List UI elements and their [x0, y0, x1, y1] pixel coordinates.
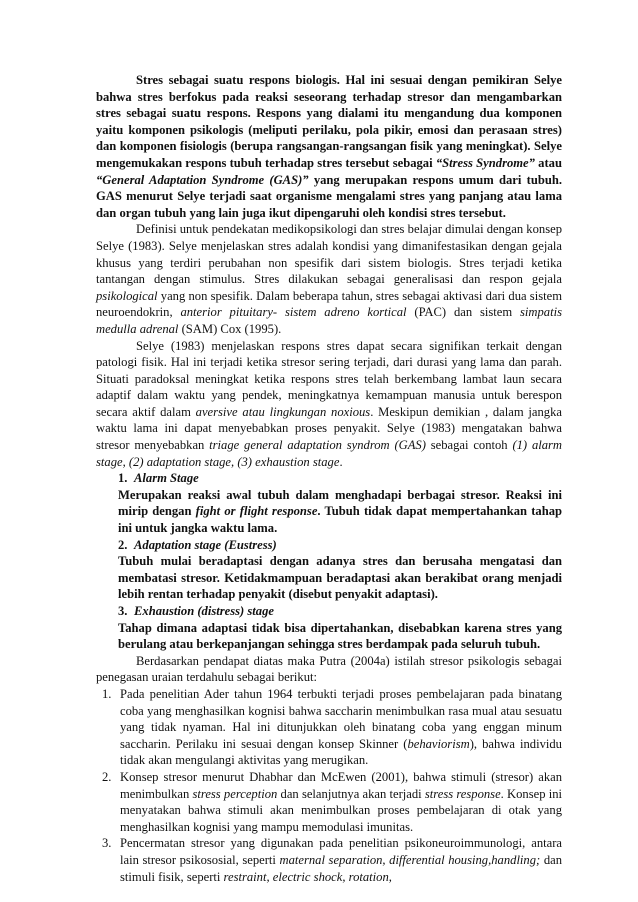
text-run: atau [534, 155, 562, 170]
italic-term: triage general adaptation syndrom (GAS) [209, 438, 426, 453]
text-run: sebagai contoh [425, 438, 513, 453]
list-text [120, 769, 562, 835]
italic-term: fight or flight response [195, 504, 318, 519]
list-text [120, 835, 562, 885]
text-run: . [339, 454, 343, 469]
paragraph-selye [96, 338, 562, 471]
italic-term: restraint, electric shock, rotation, [223, 869, 392, 884]
italic-term: behaviorism [407, 736, 470, 751]
italic-term: maternal separation, differential housing,handling; [279, 852, 541, 867]
text-run: Tubuh mulai beradaptasi dengan adanya stres dan berusaha mengatasi dan membatasi stresor. Ketidakmampuan beradaptasi akan berakibat orang menjadi lebih rentan terhadap penyakit (disebut penyakit adaptasi). [118, 554, 562, 602]
text-run: Tahap dimana adaptasi tidak bisa dipertahankan, disebabkan karena stres yang berulang atau berkepanjangan sehingga stres berdampak pada seluruh tubuh. [118, 620, 562, 652]
stage-heading [118, 537, 562, 554]
text-run: ), bahwa individu tidak akan mengulangi aktivitas yang merugikan. [120, 736, 562, 768]
italic-term: “Stress Syndrome” [435, 155, 535, 170]
text-run: Pencermatan stresor yang digunakan pada penelitian psikoneuroimmunologi, antara lain stresor psikososial, seperti [120, 836, 562, 867]
stage-section-2 [118, 537, 562, 603]
text-run: Definisi untuk pendekatan medikopsikologi dan stres belajar dimulai dengan konsep Selye (1983). Selye menjelaskan stres adalah kondisi yang dimanifestasikan dengan gejala khusus yang terdiri perubahan non spesifik dari sistem biologis. Stres terjadi ketika tantangan dengan stimulus. Stres dilakukan sebagai generalisasi dan respon gejala [96, 222, 562, 287]
text-run: . Meskipun demikian , dalam jangka waktu lama ini dapat menyebabkan proses penyakit. Selye (1983) mengatakan bahwa stresor menyebabkan [96, 404, 562, 453]
list-item [102, 686, 562, 769]
stage-number: 2. [118, 537, 128, 552]
stressor-list [96, 686, 562, 885]
list-item [102, 835, 562, 885]
list-item [102, 769, 562, 835]
document-page [96, 72, 562, 885]
italic-term: aversive atau lingkungan noxious [195, 404, 371, 419]
stage-section-1 [118, 470, 562, 536]
text-run: Merupakan reaksi awal tubuh dalam menghadapi berbagai stresor. Reaksi ini mirip dengan [118, 487, 562, 519]
stage-body [118, 487, 562, 537]
text-run: yang non spesifik. Dalam beberapa tahun, stres sebagai aktivasi dari dua sistem neuroendokrin, [96, 288, 562, 320]
list-number: 1. [102, 686, 112, 701]
stage-number: 3. [118, 604, 128, 618]
stage-title: Alarm Stage [134, 471, 199, 486]
stage-body [118, 620, 562, 653]
list-number: 2. [102, 769, 112, 784]
stage-section-3 [118, 603, 562, 653]
list-number: 3. [102, 836, 112, 851]
text-run: yang merupakan respons umum dari tubuh. GAS menurut Selye terjadi saat organisme mengalami stres yang panjang atau lama dan organ tubuh yang lain juga ikut dipengaruhi oleh kondisi stres tersebut. [96, 172, 562, 220]
paragraph-putra: Berdasarkan pendapat diatas maka Putra (2004a) istilah stresor psikologis sebagai penegasan uraian terdahulu sebagai berikut: [96, 653, 562, 685]
stage-body [118, 553, 562, 603]
text-run: Selye (1983) menjelaskan respons stres dapat secara signifikan terkait dengan patologi fisik. Hal ini terjadi ketika stresor sering terjadi, dari durasi yang lama dan parah. Situati paradoksal meningkat ketika respons stres telah berkembang lambat laun secara adaptif dalam waktu yang pendek, meningkatnya kemampuan manusia untuk berespon secara aktif dalam [96, 338, 562, 419]
italic-term: psikological [96, 288, 158, 303]
paragraph-definition [96, 221, 562, 337]
text-run: Konsep stresor menurut Dhabhar dan McEwen (2001), bahwa stimuli (stresor) akan menimbulkan [120, 769, 562, 801]
stage-number: 1. [118, 471, 128, 486]
italic-term: simpatis medulla adrenal [96, 305, 562, 336]
paragraph-stress-response [96, 72, 562, 221]
text-run: (PAC) dan sistem [406, 305, 520, 320]
text-run: Pada penelitian Ader tahun 1964 terbukti terjadi proses pembelajaran pada binatang coba yang menghasilkan kognisi bahwa saccharin menimbulkan rasa mual atau sesuatu yang tidak nyaman. Hal ini ditunjukkan oleh binatang coba yang enggan minum saccharin. Perilaku ini sesuai dengan konsep Skinner ( [120, 686, 562, 751]
text-run: . Tubuh tidak dapat mempertahankan tahap ini untuk jangka waktu lama. [118, 504, 563, 536]
italic-term: (1) alarm stage, (2) adaptation stage, (3) exhaustion stage [96, 438, 563, 469]
italic-term: anterior pituitary- sistem adreno kortical [180, 305, 407, 320]
list-text [120, 686, 562, 769]
italic-term: stress perception [192, 786, 278, 801]
text-run: Stres sebagai suatu respons biologis. Hal ini sesuai dengan pemikiran Selye bahwa stres berfokus pada reaksi seseorang terhadap stresor dan mengambarkan stres sebagai suatu respons. Respons yang dialami itu mengandung dua komponen yaitu komponen psikologis (meliputi perilaku, pola pikir, emosi dan perasaan stres) dan komponen fisiologis (berupa rangsangan-rangsangan fisik yang meningkat). Selye mengemukakan respons tubuh terhadap stres tersebut sebagai [96, 73, 562, 170]
text-run: dan selanjutnya akan terjadi [277, 786, 425, 801]
text-run: (SAM) Cox (1995). [178, 321, 282, 336]
stage-heading [118, 603, 562, 620]
text-run: . Konsep ini menyatakan bahwa stimuli akan menimbulkan proses pembelajaran di otak yang menghasilkan kognisi yang mampu memodulasi imunitas. [120, 786, 563, 834]
text-run: dan stimuli fisik, seperti [120, 852, 562, 884]
italic-term: “General Adaptation Syndrome (GAS)” [96, 172, 309, 187]
stage-heading [118, 470, 562, 487]
italic-term: stress response [424, 786, 501, 801]
stage-title: Exhaustion (distress) stage [134, 604, 274, 618]
stage-title: Adaptation stage (Eustress) [134, 537, 277, 552]
